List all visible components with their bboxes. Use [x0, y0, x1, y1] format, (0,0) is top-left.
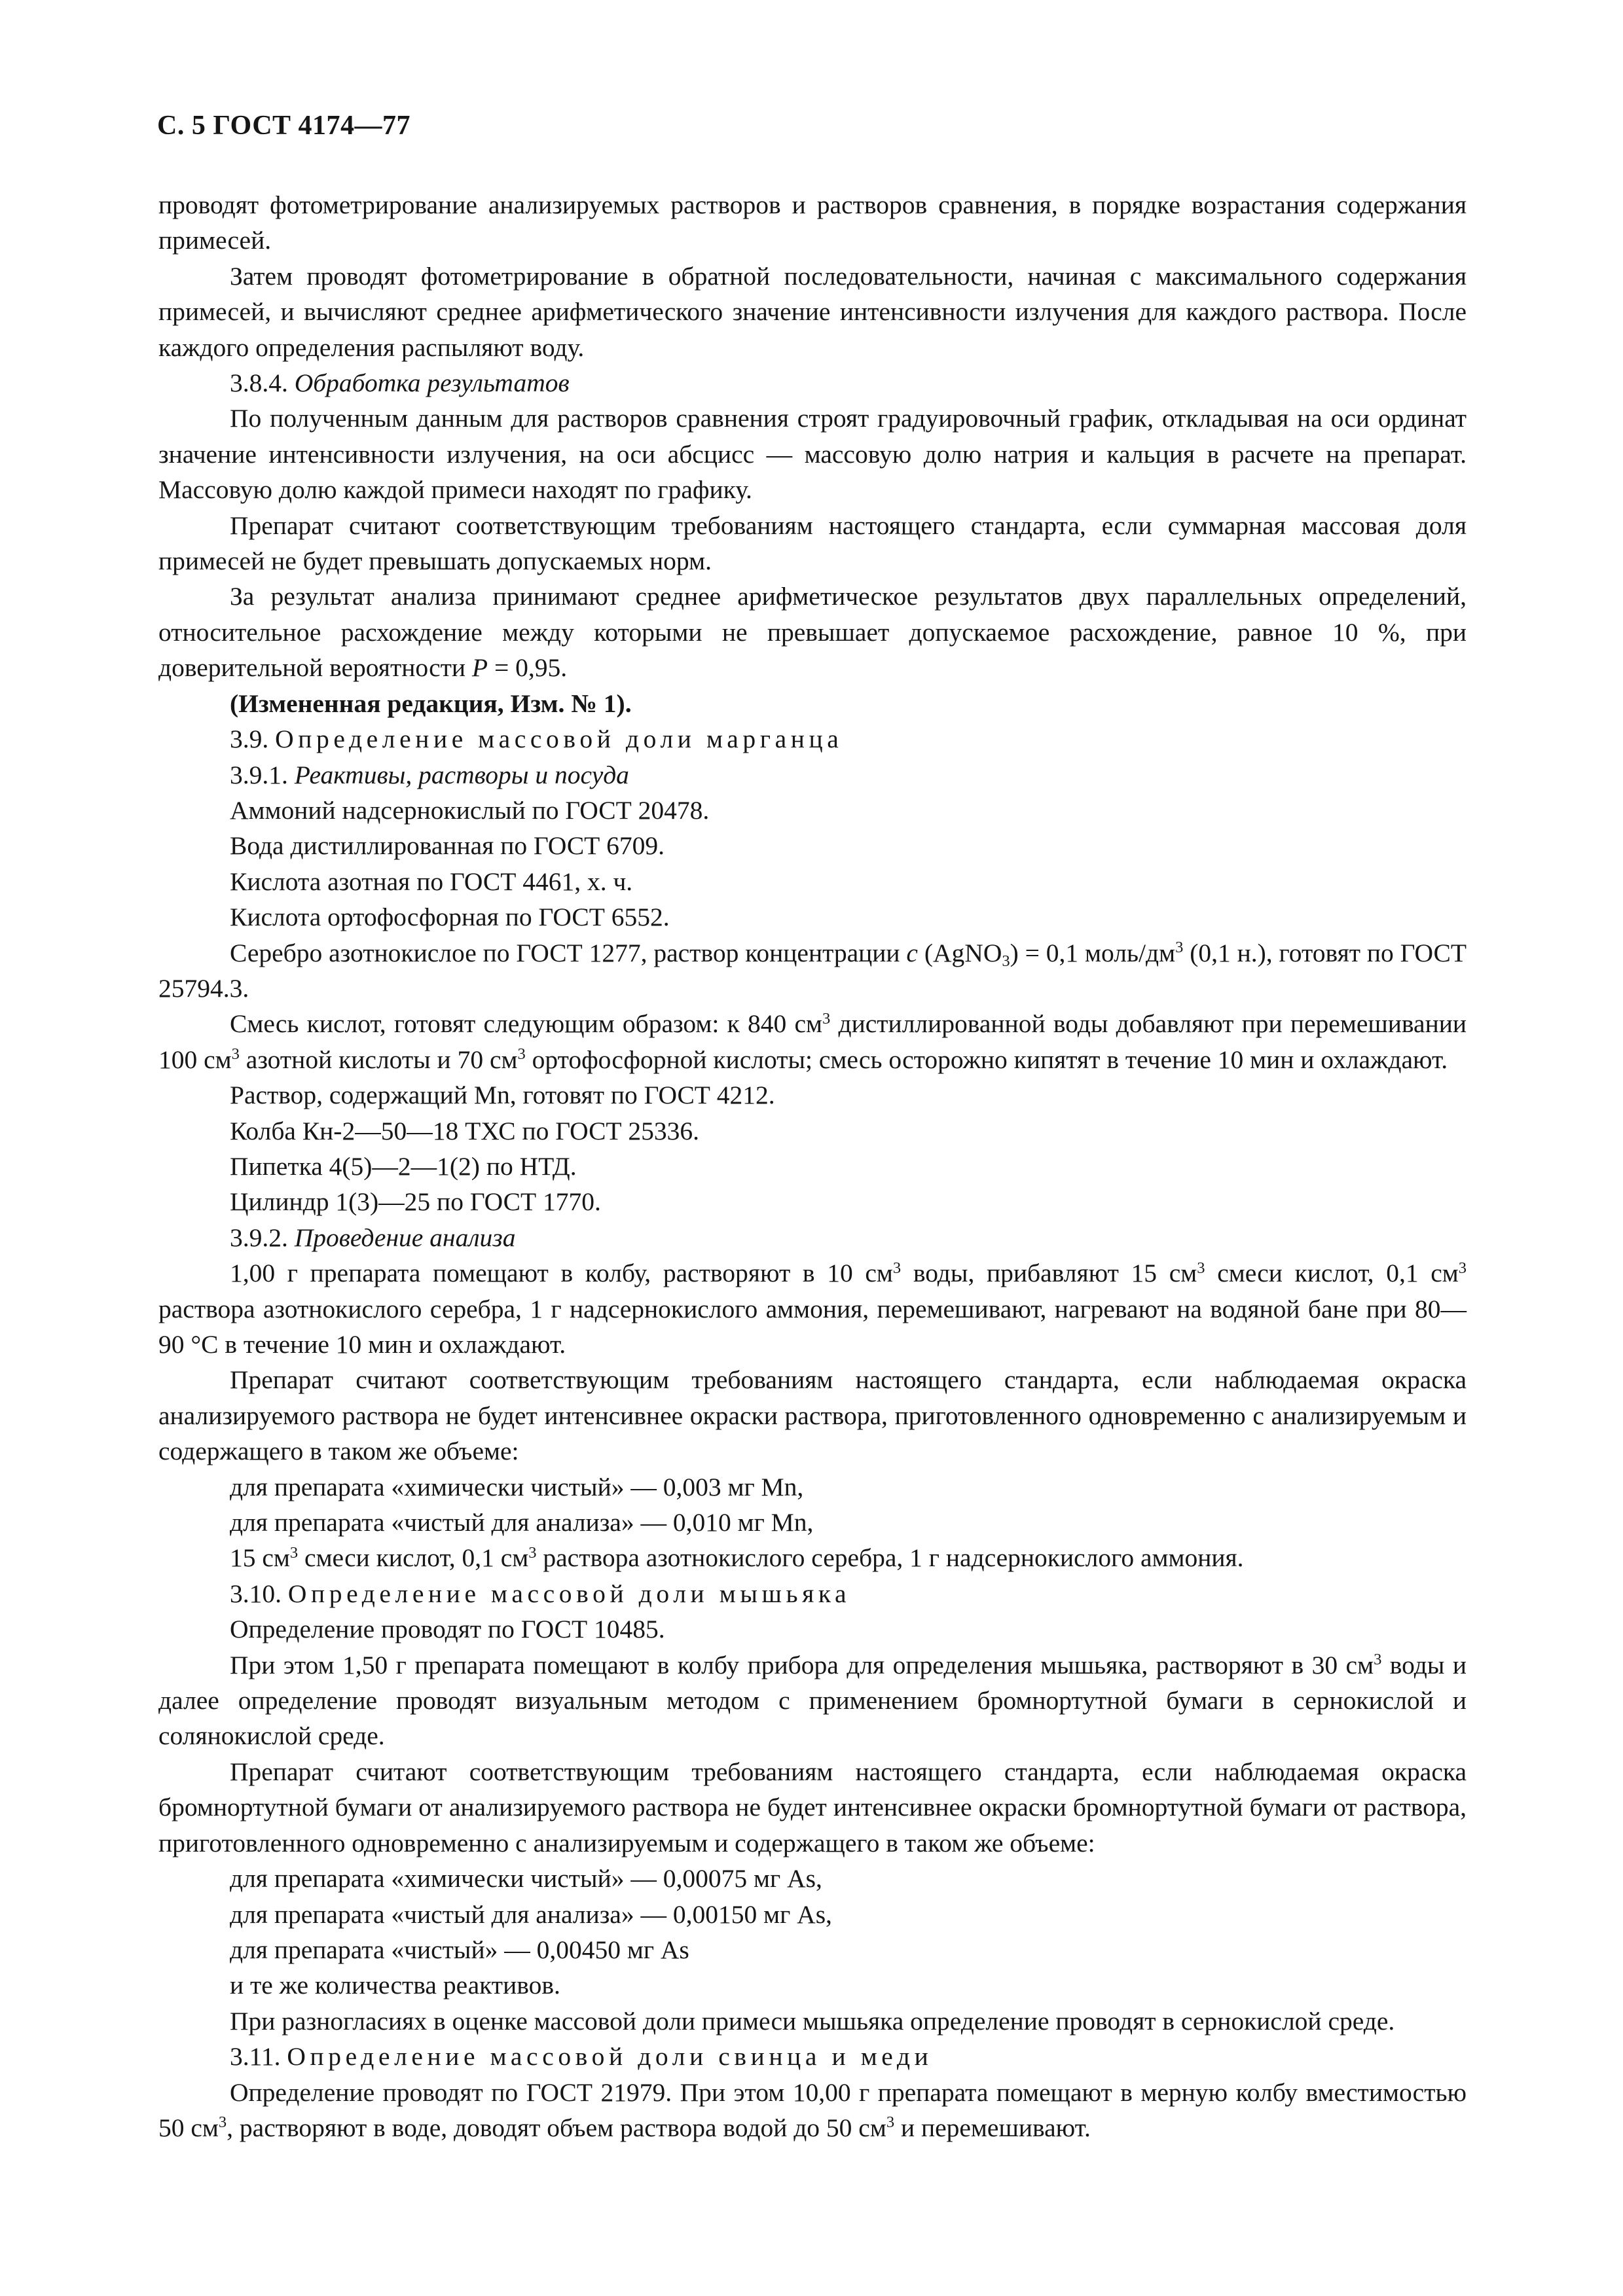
list-item-as-chem-pure: для препарата «химически чистый» — 0,00075 мг As,: [230, 1864, 822, 1893]
section-title: Проведение анализа: [294, 1223, 516, 1252]
paragraph-as-disagreement: При разногласиях в оценке массовой доли примеси мышьяка определение проводят в сернокислой среде.: [230, 2006, 1395, 2036]
list-item-mn-analysis-pure: для препарата «чистый для анализа» — 0,010 мг Mn,: [230, 1508, 814, 1537]
reagent-phosphoric-acid: Кислота ортофосфорная по ГОСТ 6552.: [230, 903, 670, 932]
section-title: Определение массовой доли марганца: [275, 725, 843, 754]
list-item-as-reagents: и те же количества реактивов.: [230, 1971, 560, 2000]
list-item-as-analysis-pure: для препарата «чистый для анализа» — 0,00150 мг As,: [230, 1899, 832, 1929]
reagent-acid-mixture: Смесь кислот, готовят следующим образом: к 840 $см^3$ дистиллированной воды добавляют при перемешивании 100 $см^3$ азотной кислоты и 70 $см^3$ ортофосфорной кислоты; смесь осторожно кипятят в течение 10 мин и охлаждают.: [158, 1009, 1467, 1074]
section-heading-3-10: [158, 1576, 1467, 1611]
section-heading-3-9-1: [158, 757, 1467, 793]
list-item-mn-reagents: 15 $см^3$ смеси кислот, 0,1 $см^3$ раствора азотнокислого серебра, 1 г надсернокислого аммония.: [230, 1543, 1244, 1573]
paragraph-mn-procedure: 1,00 г препарата помещают в колбу, растворяют в 10 $см^3$ воды, прибавляют 15 $см^3$ смеси кислот, 0,1 $см^3$ раствора азотнокислого серебра, 1 г надсернокислого аммония, перемешивают, нагревают на водяной бане при 80—90 °С в течение 10 мин и охлаждают.: [158, 1259, 1467, 1359]
section-heading-3-9: [158, 721, 1467, 757]
reagent-distilled-water: Вода дистиллированная по ГОСТ 6709.: [230, 831, 665, 861]
paragraph-calibration-graph: По полученным данным для растворов сравнения строят градуировочный график, откладывая на оси ординат значение интенсивности излучения, на оси абсцисс — массовую долю натрия и кальция в расчете на препарат. Массовую долю каждой примеси находят по графику.: [158, 404, 1467, 505]
section-number: 3.11.: [230, 2042, 281, 2072]
variable-c: c: [906, 938, 918, 967]
paragraph-pb-cu-procedure: Определение проводят по ГОСТ 21979. При этом 10,00 г препарата помещают в мерную колбу вместимостью 50 $см^3$, растворяют в воде, доводят объем раствора водой до 50 $см^3$ и перемешивают.: [158, 2077, 1467, 2142]
section-number: 3.9.1.: [230, 760, 288, 789]
section-title: Реактивы, растворы и посуда: [294, 760, 629, 789]
paragraph-photometry-order: проводят фотометрирование анализируемых растворов и растворов сравнения, в порядке возрастания содержания примесей.: [158, 190, 1467, 255]
document-body: [158, 187, 1467, 2145]
paragraph-as-method: Определение проводят по ГОСТ 10485.: [230, 1615, 665, 1644]
equipment-flask: Колба Кн-2—50—18 ТХС по ГОСТ 25336.: [230, 1116, 700, 1145]
reagent-silver-nitrate: Серебро азотнокислое по ГОСТ 1277, раствор концентрации c (AgNO$_3$) = 0,1 моль/$дм^3$ (0,1 н.), готовят по ГОСТ 25794.3.: [158, 938, 1467, 1003]
reagent-nitric-acid: Кислота азотная по ГОСТ 4461, х. ч.: [230, 867, 633, 896]
equipment-pipette: Пипетка 4(5)—2—1(2) по НТД.: [230, 1151, 577, 1181]
section-heading-3-8-4: [158, 365, 1467, 401]
section-number: 3.9.2.: [230, 1223, 288, 1252]
list-item-mn-chem-pure: для препарата «химически чистый» — 0,003 мг Mn,: [230, 1472, 804, 1501]
page-header: С. 5 ГОСТ 4174—77: [157, 111, 411, 141]
section-heading-3-9-2: [158, 1220, 1467, 1255]
section-number: 3.9.: [230, 725, 269, 754]
reagent-mn-solution: Раствор, содержащий Mn, готовят по ГОСТ 4212.: [230, 1081, 775, 1110]
paragraph-reverse-photometry: Затем проводят фотометрирование в обратной последовательности, начиная с максимального содержания примесей, и вычисляют среднее арифметического значение интенсивности излучения для каждого раствора. После каждого определения распыляют воду.: [158, 261, 1467, 362]
equipment-cylinder: Цилиндр 1(3)—25 по ГОСТ 1770.: [230, 1187, 601, 1217]
section-heading-3-11: [158, 2039, 1467, 2074]
paragraph-mn-compliance: Препарат считают соответствующим требованиям настоящего стандарта, если наблюдаемая окраска анализируемого раствора не будет интенсивнее окраски раствора, приготовленного одновременно с анализируемым и содержащего в таком же объеме:: [158, 1365, 1467, 1466]
variable-p: P: [471, 653, 488, 683]
section-number: 3.10.: [230, 1579, 282, 1608]
paragraph-as-compliance: Препарат считают соответствующим требованиям настоящего стандарта, если наблюдаемая окраска бромнортутной бумаги от анализируемого раствора не будет интенсивнее окраски бромнортутной бумаги от раствора, приготовленного одновременно с анализируемым и содержащего в таком же объеме:: [158, 1757, 1467, 1857]
paragraph-analysis-result: За результат анализа принимают среднее арифметическое результатов двух параллельных определений, относительное расхождение между которыми не превышает допускаемое расхождение, равное 10 %, при доверительной вероятности P = 0,95.: [158, 582, 1467, 683]
section-number: 3.8.4.: [230, 368, 288, 398]
paragraph-as-procedure: При этом 1,50 г препарата помещают в колбу прибора для определения мышьяка, растворяют в 30 $см^3$ воды и далее определение проводят визуальным методом с применением бромнортутной бумаги в сернокислой и солянокислой среде.: [158, 1650, 1467, 1751]
paragraph-compliance-sum: Препарат считают соответствующим требованиям настоящего стандарта, если суммарная массовая доля примесей не будет превышать допускаемых норм.: [158, 511, 1467, 576]
section-title: Определение массовой доли свинца и меди: [287, 2042, 933, 2072]
section-title: Определение массовой доли мышьяка: [287, 1579, 851, 1608]
amendment-note: (Измененная редакция, Изм. № 1).: [230, 689, 632, 718]
list-item-as-pure: для препарата «чистый» — 0,00450 мг As: [230, 1935, 689, 1964]
section-title: Обработка результатов: [294, 368, 570, 398]
reagent-ammonium-persulfate: Аммоний надсернокислый по ГОСТ 20478.: [230, 795, 710, 825]
